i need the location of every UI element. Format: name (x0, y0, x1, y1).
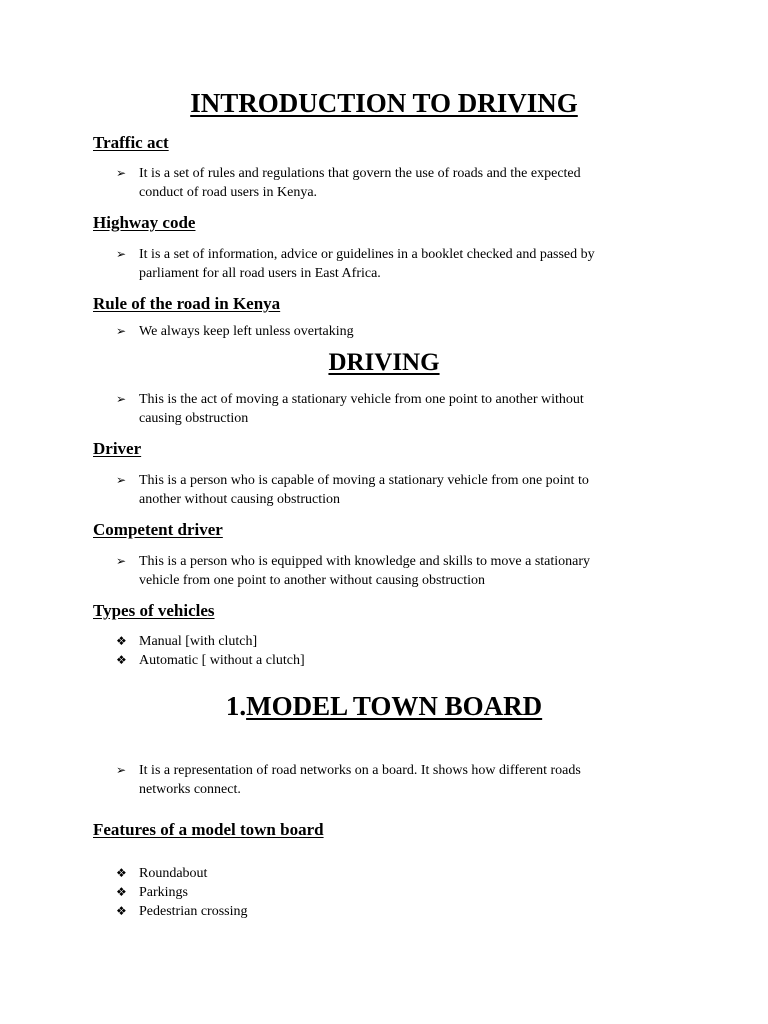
list-item: ❖ Automatic [ without a clutch] (116, 653, 305, 668)
bullet-text: It is a representation of road networks on a board. It shows how different roads networks connect. (139, 763, 581, 797)
bullet-highway-code (116, 245, 676, 285)
arrow-bullet-icon: ➢ (116, 392, 127, 406)
bullet-text: We always keep left unless overtaking (139, 324, 354, 339)
section-title-driving: DRIVING (328, 349, 440, 376)
bullet-model-town-board (116, 761, 676, 801)
diamond-bullet-icon: ❖ (116, 653, 127, 667)
bullet-text: This is a person who is equipped with knowledge and skills to move a stationary vehicle from one point to another without causing obstruction (139, 554, 591, 588)
list-item: ❖ Roundabout (116, 866, 208, 881)
bullet-competent-driver (116, 552, 676, 592)
heading-driver: Driver (93, 439, 142, 458)
page-title (0, 88, 768, 118)
heading-traffic-act: Traffic act (93, 133, 169, 152)
bullet-text: It is a set of information, advice or guidelines in a booklet checked and passed by parliament for all road users in East Africa. (139, 247, 595, 281)
heading-features: Features of a model town board (93, 820, 324, 839)
section-title-model-town-board: 1.MODEL TOWN BOARD (225, 691, 543, 721)
diamond-bullet-icon: ❖ (116, 885, 127, 899)
list-item: ❖ Manual [with clutch] (116, 634, 258, 649)
bullet-driving (116, 390, 676, 430)
heading-competent-driver: Competent driver (93, 520, 223, 539)
diamond-bullet-icon: ❖ (116, 904, 127, 918)
bullet-rule-of-road (116, 322, 676, 342)
heading-rule-of-road: Rule of the road in Kenya (93, 294, 281, 313)
arrow-bullet-icon: ➢ (116, 473, 127, 487)
bullet-driver (116, 471, 676, 511)
heading-highway-code: Highway code (93, 213, 196, 232)
list-item: ❖ Parkings (116, 885, 188, 900)
page-title-text: INTRODUCTION TO DRIVING (190, 88, 578, 118)
bullet-text: This is a person who is capable of moving a stationary vehicle from one point to another without causing obstruction (139, 473, 589, 507)
arrow-bullet-icon: ➢ (116, 247, 127, 261)
arrow-bullet-icon: ➢ (116, 324, 127, 338)
arrow-bullet-icon: ➢ (116, 166, 127, 180)
bullet-text: This is the act of moving a stationary vehicle from one point to another without causing obstruction (139, 392, 584, 426)
arrow-bullet-icon: ➢ (116, 763, 127, 777)
diamond-bullet-icon: ❖ (116, 634, 127, 648)
diamond-bullet-icon: ❖ (116, 866, 127, 880)
list-item: ❖ Pedestrian crossing (116, 904, 248, 919)
arrow-bullet-icon: ➢ (116, 554, 127, 568)
heading-types-of-vehicles: Types of vehicles (93, 601, 215, 620)
bullet-text: It is a set of rules and regulations that govern the use of roads and the expected conduct of road users in Kenya. (139, 166, 581, 200)
bullet-traffic-act (116, 164, 676, 204)
